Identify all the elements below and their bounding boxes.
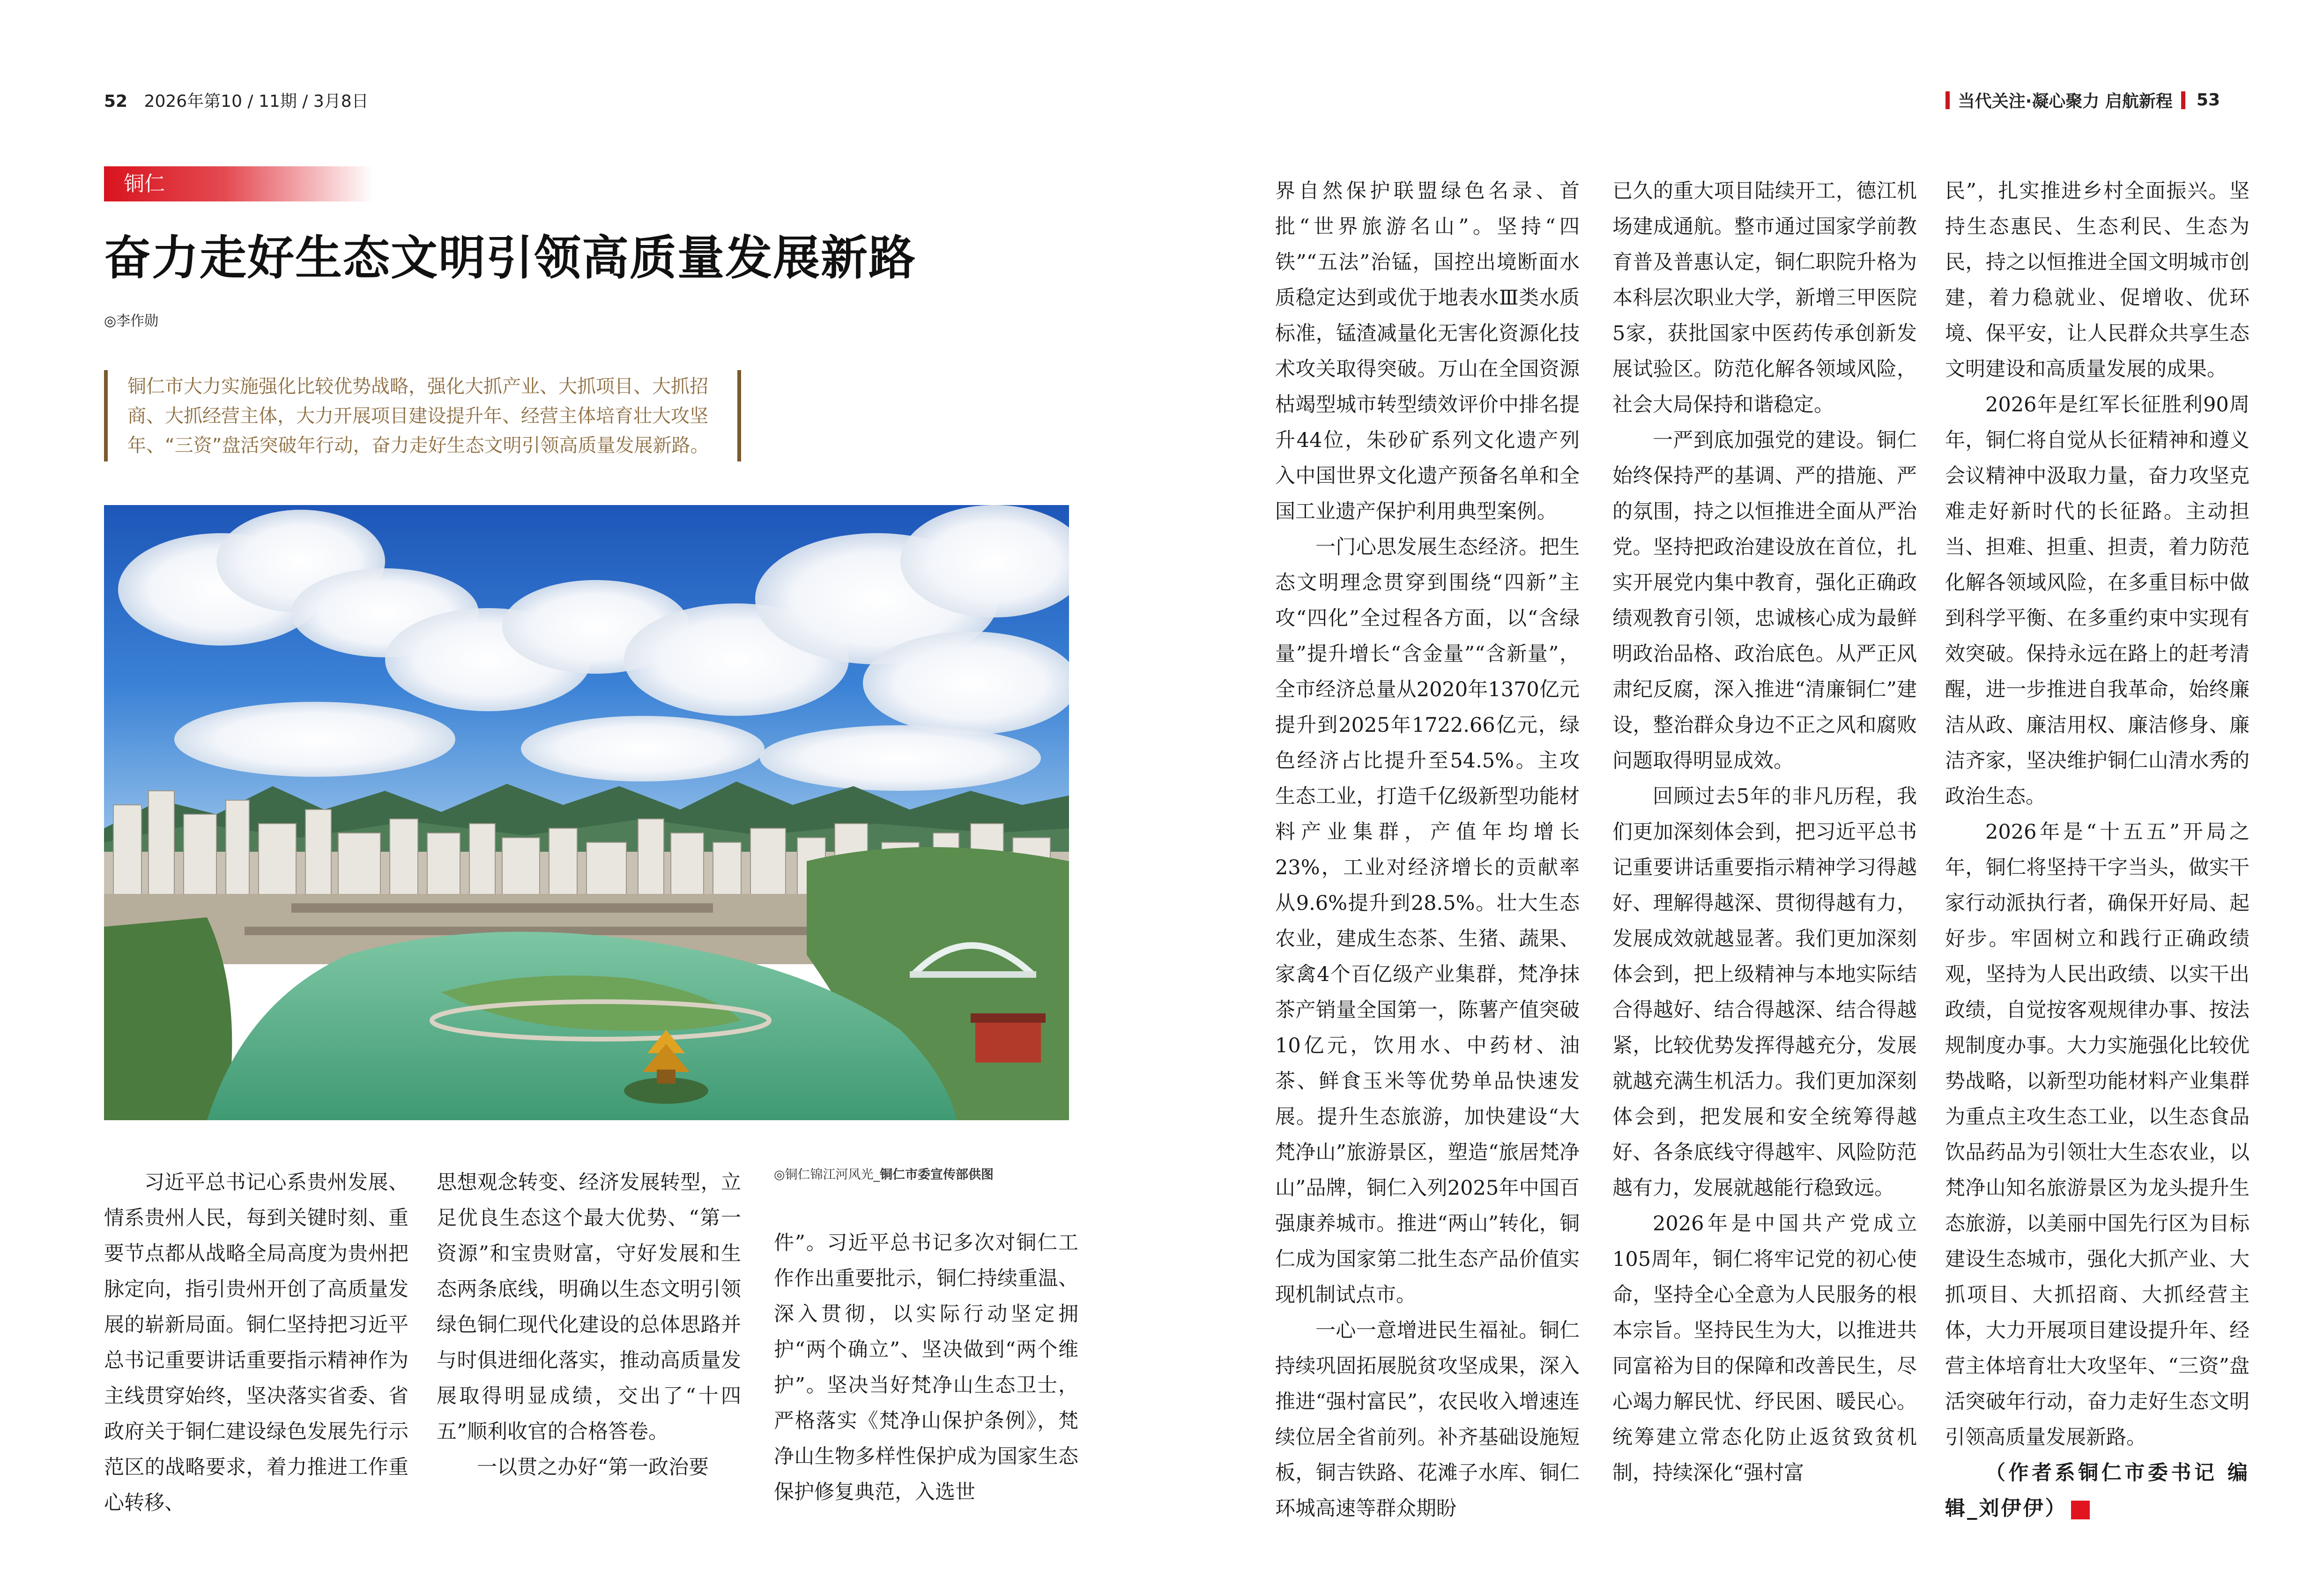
body-column-2 [437, 1165, 741, 1521]
body-column-5 [1612, 173, 1917, 1523]
body-column-6 [1945, 173, 2250, 1523]
paragraph: 一心一意增进民生福祉。铜仁持续巩固拓展脱贫攻坚成果，深入推进“强村富民”，农民收入增速连续位居全省前列。补齐基础设施短板，铜吉铁路、花滩子水库、铜仁环城高速等群众期盼 [1275, 1319, 1580, 1520]
section-label: 当代关注·凝心聚力 启航新程 [1958, 92, 2173, 111]
caption-credit: 铜仁市委宣传部供图 [880, 1168, 994, 1182]
paragraph: 2026年是红军长征胜利90周年，铜仁将自觉从长征精神和遵义会议精神中汲取力量，奋力攻坚克难走好新时代的长征路。主动担当、担难、担重、担责，着力防范化解各领域风险，在多重目标中做到科学平衡、在多重约束中实现有效突破。保持永远在路上的赶考清醒，进一步推进自我革命，始终廉洁从政、廉洁用权、廉洁修身、廉洁齐家，坚决维护铜仁山清水秀的政治生态。 [1945, 393, 2250, 808]
author-signature [1945, 1455, 2250, 1523]
paragraph: 习近平总书记心系贵州发展、情系贵州人民，每到关键时刻、重要节点都从战略全局高度为贵州把脉定向，指引贵州开创了高质量发展的崭新局面。铜仁坚持把习近平总书记重要讲话重要指示精神作为主线贯穿始终，坚决落实省委、省政府关于铜仁建设绿色发展先行示范区的战略要求，着力推进工作重心转移、 [104, 1171, 408, 1515]
right-page-number: 53 [2196, 90, 2220, 110]
left-page-number: 52 [104, 92, 128, 111]
paragraph: 民”，扎实推进乡村全面振兴。坚持生态惠民、生态利民、生态为民，持之以恒推进全国文明城市创建，着力稳就业、促增收、优环境、保平安，让人民群众共享生态文明建设和高质量发展的成果。 [1945, 179, 2250, 381]
paragraph: 一门心思发展生态经济。把生态文明理念贯穿到围绕“四新”主攻“四化”全过程各方面，以“含绿量”提升增长“含金量”“含新量”，全市经济总量从2020年1370亿元提升到2025年1722.66亿元，绿色经济占比提升至54.5%。主攻生态工业，打造千亿级新型功能材料产业集群，产值年均增长23%，工业对经济增长的贡献率从9.6%提升到28.5%。壮大生态农业，建成生态茶、生猪、蔬果、家禽4个百亿级产业集群，梵净抹茶产销量全国第一，陈薯产值突破10亿元，饮用水、中药材、油茶、鲜食玉米等优势单品快速发展。提升生态旅游，加快建设“大梵净山”旅游景区，塑造“旅居梵净山”品牌，铜仁入列2025年中国百强康养城市。推进“两山”转化，铜仁成为国家第二批生态产品价值实现机制试点市。 [1275, 536, 1580, 1307]
paragraph: 思想观念转变、经济发展转型，立足优良生态这个最大优势、“第一资源”和宝贵财富，守好发展和生态两条底线，明确以生态文明引领绿色铜仁现代化建设的总体思路并与时俱进细化落实，推动高质量发展取得明显成绩，交出了“十四五”顺利收官的合格答卷。 [437, 1171, 741, 1443]
paragraph: 一严到底加强党的建设。铜仁始终保持严的基调、严的措施、严的氛围，持之以恒推进全面从严治党。坚持把政治建设放在首位，扎实开展党内集中教育，强化正确政绩观教育引领，忠诚核心成为最鲜明政治品格、政治底色。从严正风肃纪反腐，深入推进“清廉铜仁”建设，整治群众身边不正之风和腐败问题取得明显成效。 [1612, 429, 1917, 773]
signature-text: （作者系铜仁市委书记 编辑_刘伊伊） [1945, 1461, 2250, 1520]
right-running-header [1945, 88, 2220, 112]
caption-prefix: ◎铜仁锦江河风光_ [774, 1168, 880, 1182]
paragraph: 2026年是中国共产党成立105周年，铜仁将牢记党的初心使命，坚持全心全意为人民服务的根本宗旨。坚持民生为大，以推进共同富裕为目的保障和改善民生，尽心竭力解民忧、纾民困、暖民心。统筹建立常态化防止返贫致贫机制，持续深化“强村富 [1612, 1212, 1917, 1485]
section-bar-icon [1945, 91, 1950, 109]
paragraph: 已久的重大项目陆续开工，德江机场建成通航。整市通过国家学前教育普及普惠认定，铜仁职院升格为本科层次职业大学，新增三甲医院5家，获批国家中医药传承创新发展试验区。防范化解各领域风险，社会大局保持和谐稳定。 [1612, 179, 1917, 417]
paragraph: 界自然保护联盟绿色名录、首批“世界旅游名山”。坚持“四铁”“五法”治锰，国控出境断面水质稳定达到或优于地表水Ⅲ类水质标准，锰渣减量化无害化资源化技术攻关取得突破。万山在全国资源枯竭型城市转型绩效评价中排名提升44位，朱砂矿系列文化遗产列入中国世界文化遗产预备名单和全国工业遗产保护利用典型案例。 [1275, 179, 1580, 523]
article-title: 奋力走好生态文明引领高质量发展新路 [104, 230, 916, 285]
author-line: ◎李作勋 [104, 313, 159, 329]
section-divider-icon [2181, 91, 2185, 109]
body-column-3 [774, 1225, 1078, 1525]
paragraph: 一以贯之办好“第一政治要 [477, 1456, 709, 1479]
end-mark-icon: D [2071, 1501, 2090, 1519]
article-summary: 铜仁市大力实施强化比较优势战略，强化大抓产业、大抓项目、大抓招商、大抓经营主体，大力开展项目建设提升年、经营主体培育壮大攻坚年、“三资”盘活突破年行动，奋力走好生态文明引领高质量发展新路。 [104, 370, 741, 461]
paragraph: 2026年是“十五五”开局之年，铜仁将坚持干字当头，做实干家行动派执行者，确保开好局、起好步。牢固树立和践行正确政绩观，坚持为人民出政绩、以实干出政绩，自觉按客观规律办事、按法规制度办事。大力实施强化比较优势战略，以新型功能材料产业集群为重点主攻生态工业，以生态食品饮品药品为引领壮大生态农业，以梵净山知名旅游景区为龙头提升生态旅游，以美丽中国先行区为目标建设生态城市，强化大抓产业、大抓项目、大抓招商、大抓经营主体，大力开展项目建设提升年、经营主体培育壮大攻坚年、“三资”盘活突破年行动，奋力走好生态文明引领高质量发展新路。 [1945, 820, 2250, 1449]
body-column-4 [1275, 173, 1580, 1523]
photo-caption [774, 1164, 1102, 1183]
issue-date: 2026年第10 / 11期 / 3月8日 [144, 92, 369, 111]
landscape-photo-icon [104, 505, 1069, 1120]
region-tag: 铜仁 [104, 166, 373, 201]
body-column-1 [104, 1165, 408, 1521]
left-running-header [104, 88, 369, 112]
paragraph: 回顾过去5年的非凡历程，我们更加深刻体会到，把习近平总书记重要讲话重要指示精神学习得越好、理解得越深、贯彻得越有力，发展成效就越显著。我们更加深刻体会到，把上级精神与本地实际结合得越好、结合得越深、结合得越紧，比较优势发挥得越充分，发展就越充满生机活力。我们更加深刻体会到，把发展和安全统筹得越好、各条底线守得越牢、风险防范越有力，发展就越能行稳致远。 [1612, 785, 1917, 1200]
paragraph: 件”。习近平总书记多次对铜仁工作作出重要批示，铜仁持续重温、深入贯彻，以实际行动坚定拥护“两个确立”、坚决做到“两个维护”。坚决当好梵净山生态卫士，严格落实《梵净山保护条例》，梵净山生物多样性保护成为国家生态保护修复典范，入选世 [774, 1231, 1078, 1504]
